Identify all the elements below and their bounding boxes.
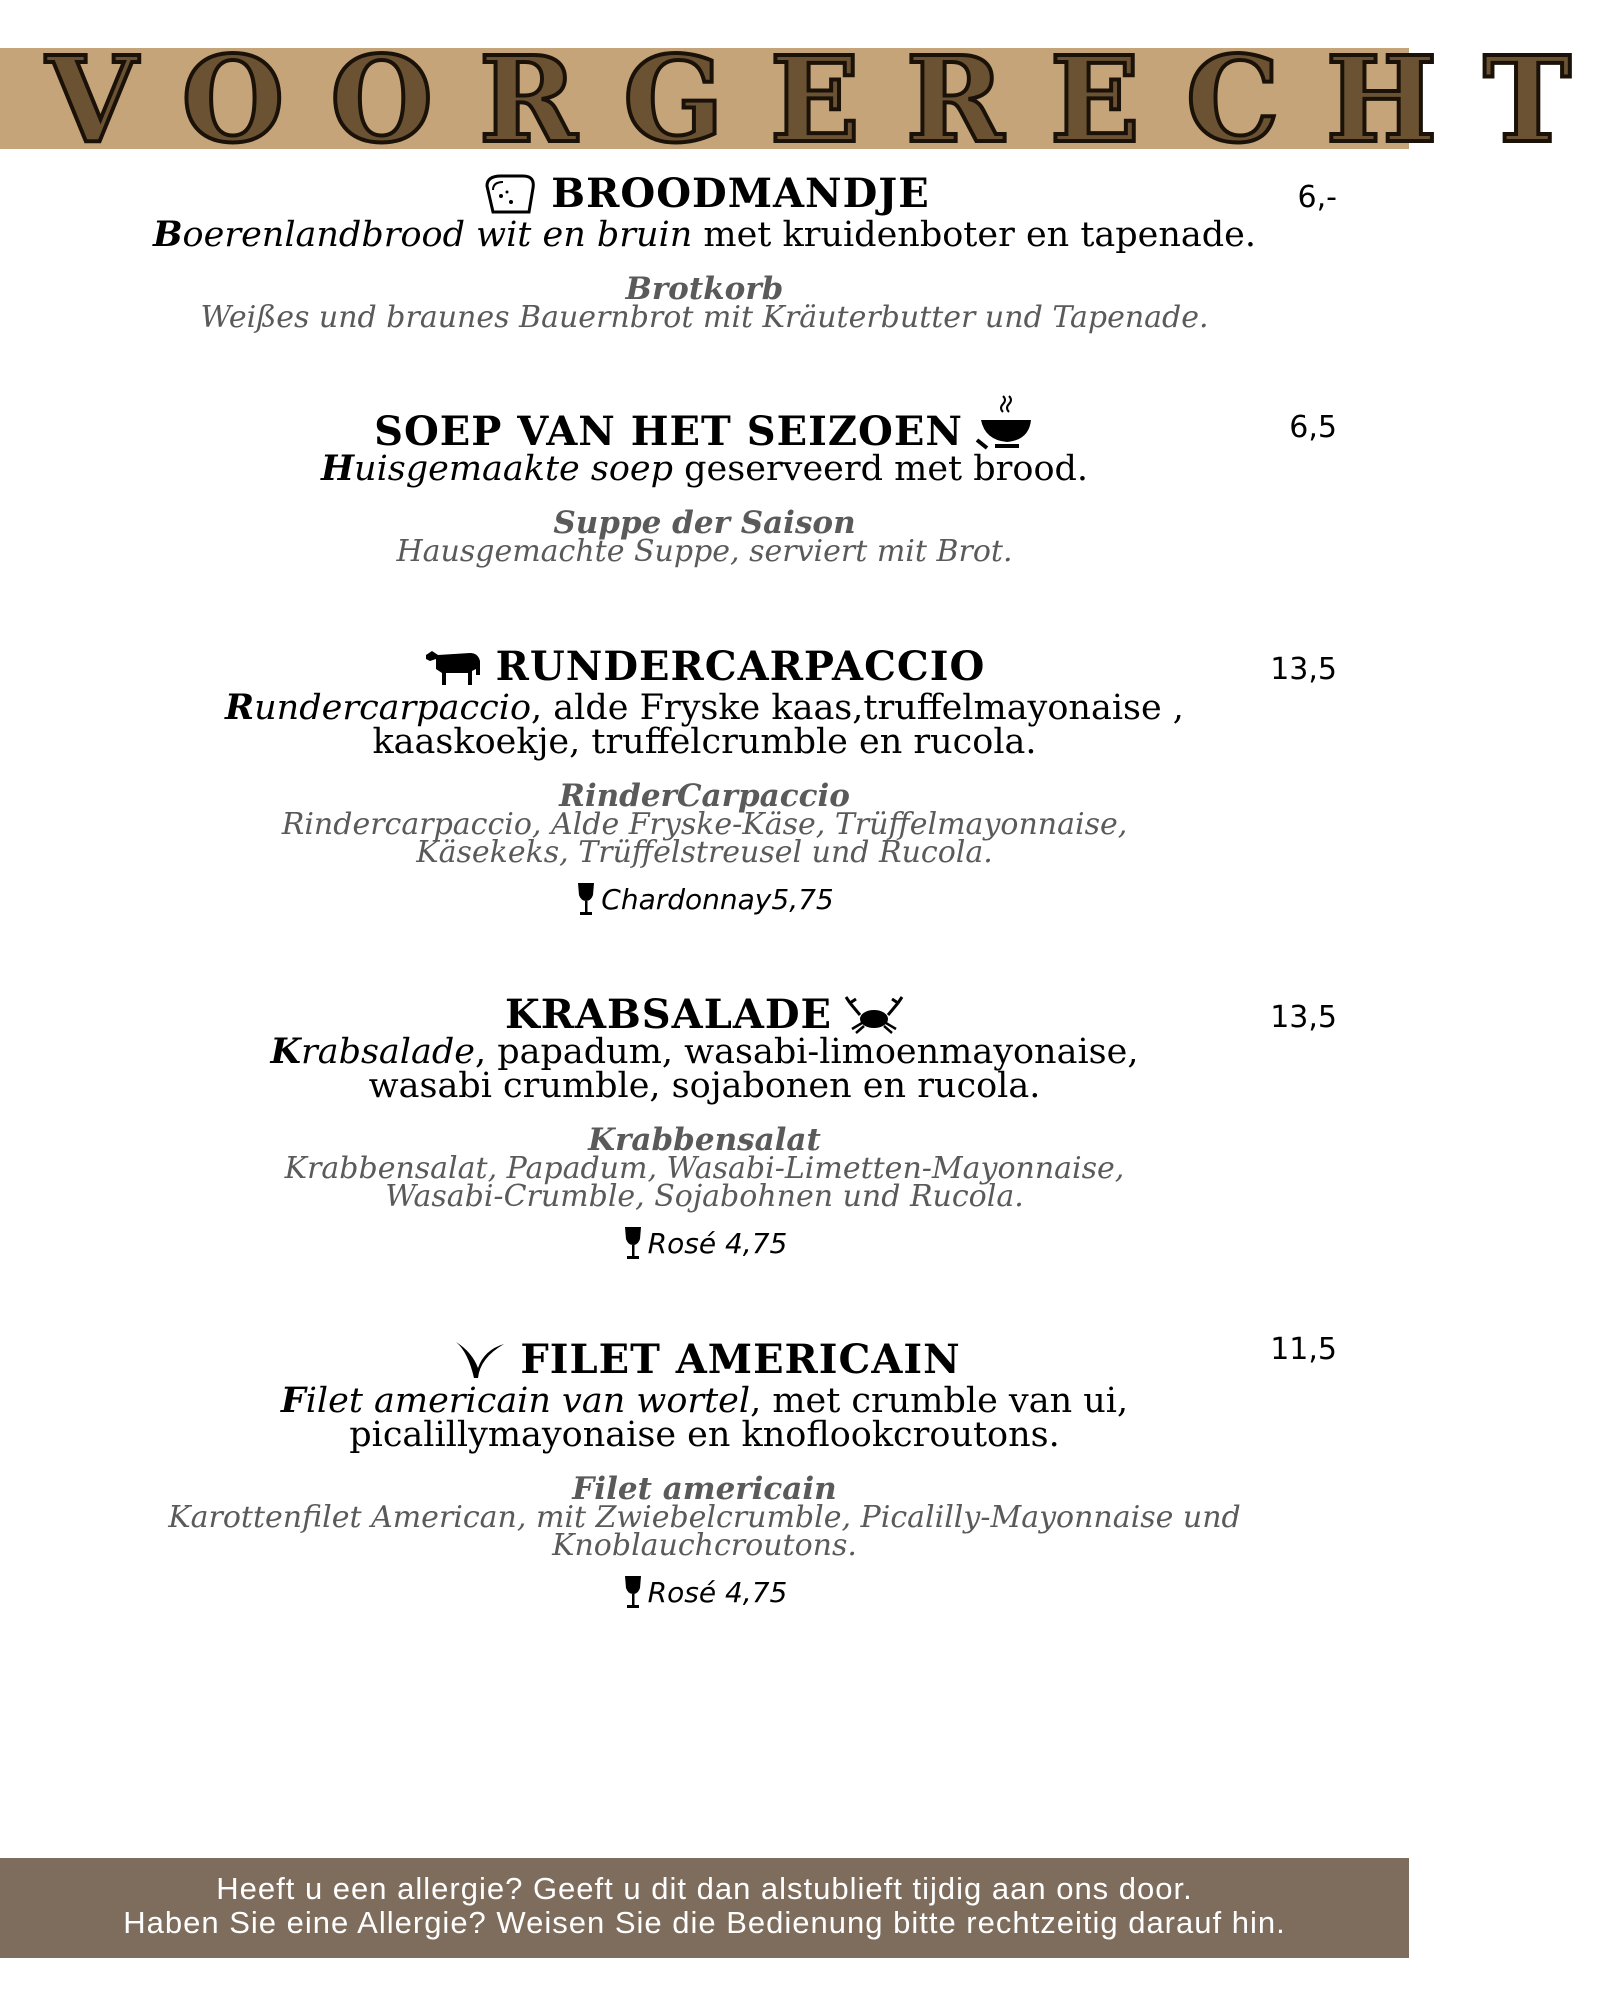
item-title: RUNDERCARPACCIO [495, 643, 986, 690]
crab-icon [844, 993, 904, 1037]
item-title-german: Krabbensalat [588, 1122, 821, 1158]
desc-emphasis: oerenlandbrood wit en bruin [182, 215, 693, 255]
item-title-row [479, 172, 929, 216]
desc-emphasis: undercarpaccio [254, 688, 532, 728]
item-price: 13,5 [1270, 1000, 1337, 1035]
footer-line-german: Haben Sie eine Allergie? Weisen Sie die Bedienung bitte rechtzeitig darauf hin. [123, 1905, 1286, 1940]
item-title-german: RinderCarpaccio [559, 778, 850, 814]
item-title-row [448, 1338, 960, 1382]
menu-item-filet-americain [0, 1338, 1409, 1614]
soup-icon [975, 410, 1035, 454]
item-description [0, 687, 1409, 762]
item-price: 13,5 [1270, 652, 1337, 687]
wine-label: Rosé 4,75 [647, 1226, 788, 1260]
item-title: BROODMANDJE [551, 170, 930, 217]
wine-pairing [622, 1225, 788, 1261]
de-desc-line-1: Karottenfilet American, mit Zwiebelcrumble, Picalilly-Mayonnaise und [168, 1500, 1241, 1535]
item-description [0, 1031, 1409, 1106]
desc-rest: , alde Fryske kaas,truffelmayonaise , [531, 688, 1184, 728]
item-price: 11,5 [1270, 1332, 1337, 1367]
menu-item-rundercarpaccio [0, 645, 1409, 921]
desc-line-2: wasabi crumble, sojabonen en rucola. [368, 1066, 1041, 1106]
allergy-footer [0, 1858, 1409, 1958]
desc-rest: geserveerd met brood. [673, 449, 1089, 489]
item-title-row [374, 410, 1035, 454]
desc-emphasis: uisgemaakte soep [354, 449, 674, 489]
item-title: FILET AMERICAIN [520, 1336, 961, 1383]
desc-initial: R [225, 687, 255, 728]
desc-initial: K [270, 1031, 301, 1072]
desc-line-2: kaaskoekje, truffelcrumble en rucola. [372, 722, 1037, 762]
footer-line-dutch: Heeft u een allergie? Geeft u dit dan alstublieft tijdig aan ons door. [216, 1871, 1193, 1906]
item-description-german: Hausgemachte Suppe, serviert mit Brot. [396, 534, 1013, 569]
item-description [0, 214, 1409, 255]
desc-emphasis: ilet americain van wortel [305, 1381, 751, 1421]
item-price: 6,- [1297, 180, 1337, 215]
item-title-german: Filet americain [572, 1471, 837, 1507]
item-description [0, 1380, 1409, 1455]
desc-rest: met kruidenboter en tapenade. [692, 215, 1257, 255]
de-desc-line-2: Wasabi-Crumble, Sojabohnen und Rucola. [385, 1179, 1024, 1214]
vegan-leaf-icon [448, 1338, 508, 1382]
item-title-row [505, 993, 904, 1037]
desc-emphasis: rabsalade [300, 1032, 475, 1072]
wine-label: Chardonnay5,75 [601, 882, 834, 916]
wine-pairing [575, 881, 833, 917]
cow-icon [424, 645, 484, 689]
wine-glass-icon [622, 1225, 644, 1261]
desc-initial: F [280, 1380, 306, 1421]
de-desc-line-2: Käsekeks, Trüffelstreusel und Rucola. [416, 835, 993, 870]
desc-rest: , met crumble van ui, [750, 1381, 1129, 1421]
item-description-german [0, 1151, 1409, 1214]
item-title-row [424, 645, 986, 689]
item-price: 6,5 [1289, 410, 1337, 445]
item-title-german: Brotkorb [625, 271, 784, 307]
item-title: SOEP VAN HET SEIZOEN [374, 408, 963, 455]
page-title: VOORGERECHT [46, 30, 1617, 169]
item-description [0, 448, 1409, 489]
item-title-german: Suppe der Saison [553, 505, 856, 541]
item-description-german: Weißes und braunes Bauernbrot mit Kräuterbutter und Tapenade. [200, 300, 1209, 335]
item-description-german [0, 807, 1409, 870]
wine-glass-icon [622, 1574, 644, 1610]
wine-pairing [622, 1574, 788, 1610]
wine-glass-icon [575, 881, 597, 917]
menu-item-soep [0, 408, 1409, 569]
desc-rest: , papadum, wasabi-limoenmayonaise, [474, 1032, 1139, 1072]
item-description-german [0, 1500, 1409, 1563]
wine-label: Rosé 4,75 [647, 1575, 788, 1609]
menu-item-krabsalade [0, 993, 1409, 1265]
item-title: KRABSALADE [504, 991, 833, 1038]
de-desc-line-2: Knoblauchcroutons. [552, 1528, 857, 1563]
de-desc-line-1: Rindercarpaccio, Alde Fryske-Käse, Trüffelmayonnaise, [281, 807, 1128, 842]
desc-line-2: picalillymayonaise en knoflookcroutons. [349, 1415, 1060, 1455]
menu-item-broodmandje [0, 170, 1409, 335]
desc-initial: B [152, 214, 183, 255]
bread-icon [479, 172, 539, 216]
desc-initial: H [320, 448, 355, 489]
de-desc-line-1: Krabbensalat, Papadum, Wasabi-Limetten-Mayonnaise, [284, 1151, 1125, 1186]
